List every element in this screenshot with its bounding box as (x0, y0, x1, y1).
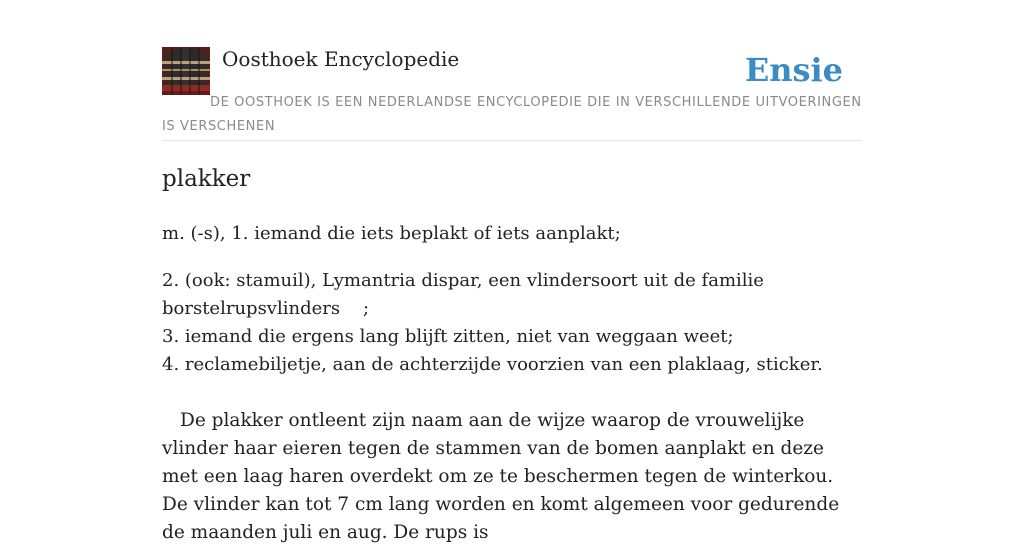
definition-4: 4. reclamebiljetje, aan de achterzijde voorzien van een plaklaag, sticker. (162, 354, 823, 375)
site-tagline: DE OOSTHOEK IS EEN NEDERLANDSE ENCYCLOPEDIE DIE IN VERSCHILLENDE UITVOERINGEN IS VERSCHENEN (162, 95, 862, 134)
entry-title: plakker (162, 166, 251, 192)
definition-3: 3. iemand die ergens lang blijft zitten, niet van weggaan weet; (162, 326, 734, 347)
article-paragraph: De plakker ontleent zijn naam aan de wijze waarop de vrouwelijke vlinder haar eieren tegen de stammen van de bomen aanplakt en deze met een laag haren overdekt om ze te beschermen tegen de winterkou. De vlinder kan tot 7 cm lang worden en komt algemeen voor gedurende de maanden juli en aug. De rups is (162, 410, 840, 543)
ensie-brand-logo[interactable]: Ensie (744, 51, 843, 89)
book-spines-icon (162, 47, 210, 95)
site-header (162, 45, 862, 141)
article-content (162, 162, 862, 547)
site-logo-avatar[interactable] (162, 47, 210, 95)
definition-2: 2. (ook: stamuil), Lymantria dispar, een vlindersoort uit de familie borstelrupsvlinders ; (162, 270, 770, 319)
site-title[interactable]: Oosthoek Encyclopedie (222, 47, 460, 71)
definition-1: m. (-s), 1. iemand die iets beplakt of iets aanplakt; (162, 223, 621, 244)
